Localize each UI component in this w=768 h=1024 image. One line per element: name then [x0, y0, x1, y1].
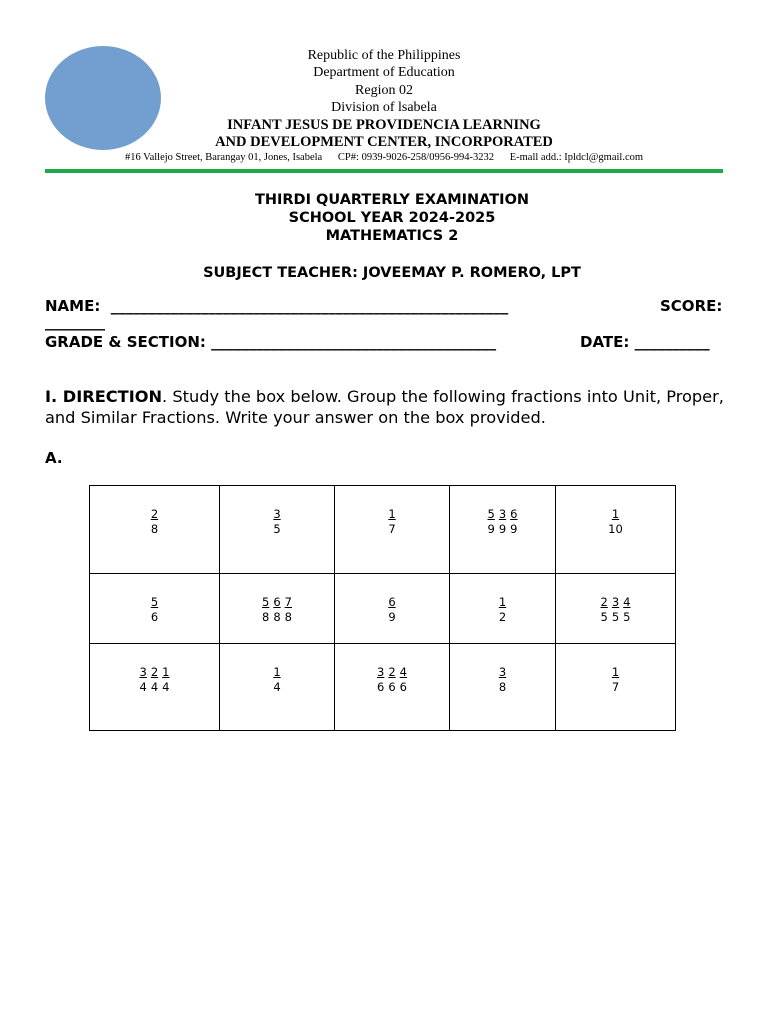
table-cell: [90, 486, 220, 574]
fraction-numerator: 5: [262, 595, 270, 609]
school-name-line-1: INFANT JESUS DE PROVIDENCIA LEARNING: [227, 116, 541, 133]
fraction: [273, 665, 280, 695]
fraction-denominator: 6: [399, 680, 407, 694]
fraction-denominator: 4: [162, 680, 170, 694]
fraction: [151, 595, 158, 625]
fraction: [612, 665, 619, 695]
fraction: [151, 665, 158, 695]
fraction: [285, 595, 292, 625]
cell-fractions: [335, 595, 449, 625]
fraction-denominator: 8: [150, 522, 159, 536]
fraction-numerator: 3: [498, 507, 507, 521]
fraction-denominator: 6: [388, 680, 396, 694]
table-cell: [335, 644, 450, 731]
fraction-numerator: 5: [487, 507, 495, 521]
fraction: [273, 507, 280, 537]
table-cell: [556, 644, 676, 731]
fraction-denominator: 10: [608, 522, 623, 536]
header-divider: [45, 169, 723, 173]
fraction-numerator: 4: [623, 595, 631, 609]
fraction-numerator: 6: [510, 507, 518, 521]
fraction-numerator: 2: [388, 665, 396, 679]
fraction: [140, 665, 147, 695]
fraction: [623, 595, 630, 625]
subject-teacher: SUBJECT TEACHER: JOVEEMAY P. ROMERO, LPT: [203, 265, 581, 281]
cell-fractions: [556, 665, 675, 695]
cell-fractions: [90, 507, 219, 537]
fraction-numerator: 1: [611, 507, 620, 521]
date-field: DATE: __________: [580, 333, 710, 351]
fraction: [162, 665, 169, 695]
name-field-label: NAME: _____________________________________________________: [45, 297, 509, 315]
fraction-denominator: 7: [611, 680, 620, 694]
fraction-numerator: 3: [611, 595, 620, 609]
fraction-numerator: 1: [498, 595, 507, 609]
header-line-republic: Republic of the Philippines: [307, 48, 461, 63]
part-a-label: A.: [45, 449, 63, 467]
table-cell: [90, 574, 220, 644]
header-line-region: Region 02: [355, 82, 413, 98]
table-cell: [220, 486, 335, 574]
fraction-numerator: 1: [273, 665, 281, 679]
grade-section-field: GRADE & SECTION: ______________________________________: [45, 333, 497, 351]
fraction-numerator: 2: [150, 507, 159, 521]
cell-fractions: [90, 665, 219, 695]
table-cell: [450, 644, 556, 731]
letterhead: [0, 47, 768, 164]
cell-fractions: [335, 665, 449, 695]
fraction: [499, 595, 506, 625]
direction-body: . Study the box below. Group the following fractions into Unit, Proper, and Similar Fractions. Write your answer on the box provided.: [45, 387, 724, 427]
fraction: [377, 665, 384, 695]
exam-subject: MATHEMATICS 2: [325, 228, 459, 244]
fraction-numerator: 3: [498, 665, 507, 679]
direction-label: I. DIRECTION: [45, 387, 163, 406]
fraction-denominator: 4: [139, 680, 147, 694]
table-cell: [556, 486, 676, 574]
fraction: [388, 595, 395, 625]
fraction-numerator: 2: [150, 665, 159, 679]
fraction: [262, 595, 269, 625]
fraction-numerator: 6: [273, 595, 281, 609]
table-cell: [335, 486, 450, 574]
header-line-division: Division of lsabela: [331, 100, 437, 116]
fraction-numerator: 3: [273, 507, 281, 521]
fraction-numerator: 7: [284, 595, 292, 609]
fraction: [608, 507, 623, 537]
fraction-denominator: 9: [498, 522, 507, 536]
fraction-denominator: 6: [150, 610, 159, 624]
table-cell: [556, 574, 676, 644]
cell-fractions: [556, 507, 675, 537]
fraction: [601, 595, 608, 625]
table-cell: [90, 644, 220, 731]
cell-fractions: [450, 595, 555, 625]
fraction-denominator: 9: [487, 522, 495, 536]
fraction-denominator: 2: [498, 610, 507, 624]
fraction-denominator: 5: [600, 610, 608, 624]
fraction: [510, 507, 517, 537]
fraction-numerator: 2: [600, 595, 608, 609]
fraction: [151, 507, 158, 537]
fraction-denominator: 8: [498, 680, 507, 694]
fraction-numerator: 1: [388, 507, 396, 521]
fraction-denominator: 7: [388, 522, 396, 536]
table-cell: [450, 574, 556, 644]
fraction-denominator: 8: [262, 610, 270, 624]
score-blank: ________: [45, 313, 105, 331]
fraction-denominator: 5: [273, 522, 281, 536]
exam-title: THIRDI QUARTERLY EXAMINATION: [254, 192, 530, 208]
cell-fractions: [450, 507, 555, 537]
cell-fractions: [335, 507, 449, 537]
fraction-denominator: 4: [150, 680, 159, 694]
fraction: [488, 507, 495, 537]
table-cell: [450, 486, 556, 574]
cell-fractions: [220, 595, 334, 625]
fraction: [388, 665, 395, 695]
fraction-denominator: 9: [388, 610, 396, 624]
fraction-denominator: 8: [284, 610, 292, 624]
fraction-numerator: 5: [150, 595, 159, 609]
fraction: [499, 665, 506, 695]
fraction-denominator: 9: [510, 522, 518, 536]
fraction-denominator: 4: [273, 680, 281, 694]
score-field-label: SCORE:: [660, 297, 723, 315]
fraction-numerator: 3: [139, 665, 147, 679]
cell-fractions: [450, 665, 555, 695]
fraction-numerator: 1: [611, 665, 620, 679]
fraction-denominator: 8: [273, 610, 281, 624]
school-contact: #16 Vallejo Street, Barangay 01, Jones, Isabela CP#: 0939-9026-258/0956-994-3232 E-mall add.: Ipldcl@gmail.com: [124, 152, 644, 164]
fraction-denominator: 5: [623, 610, 631, 624]
cell-fractions: [556, 595, 675, 625]
header-line-department: Department of Education: [313, 65, 455, 81]
table-cell: [220, 574, 335, 644]
fraction: [273, 595, 280, 625]
fraction-numerator: 6: [388, 595, 396, 609]
cell-fractions: [220, 665, 334, 695]
cell-fractions: [90, 595, 219, 625]
fraction-numerator: 4: [399, 665, 407, 679]
table-cell: [220, 644, 335, 731]
fraction-numerator: 1: [162, 665, 170, 679]
fraction: [499, 507, 506, 537]
fraction-numerator: 3: [377, 665, 385, 679]
fraction-denominator: 6: [377, 680, 385, 694]
fraction: [400, 665, 407, 695]
fraction: [612, 595, 619, 625]
school-year: SCHOOL YEAR 2024-2025: [288, 210, 496, 226]
cell-fractions: [220, 507, 334, 537]
fraction-denominator: 5: [611, 610, 620, 624]
school-name-line-2: AND DEVELOPMENT CENTER, INCORPORATED: [215, 134, 553, 151]
table-cell: [335, 574, 450, 644]
fraction: [388, 507, 395, 537]
direction-text: [45, 386, 735, 428]
fractions-table: [89, 485, 676, 731]
